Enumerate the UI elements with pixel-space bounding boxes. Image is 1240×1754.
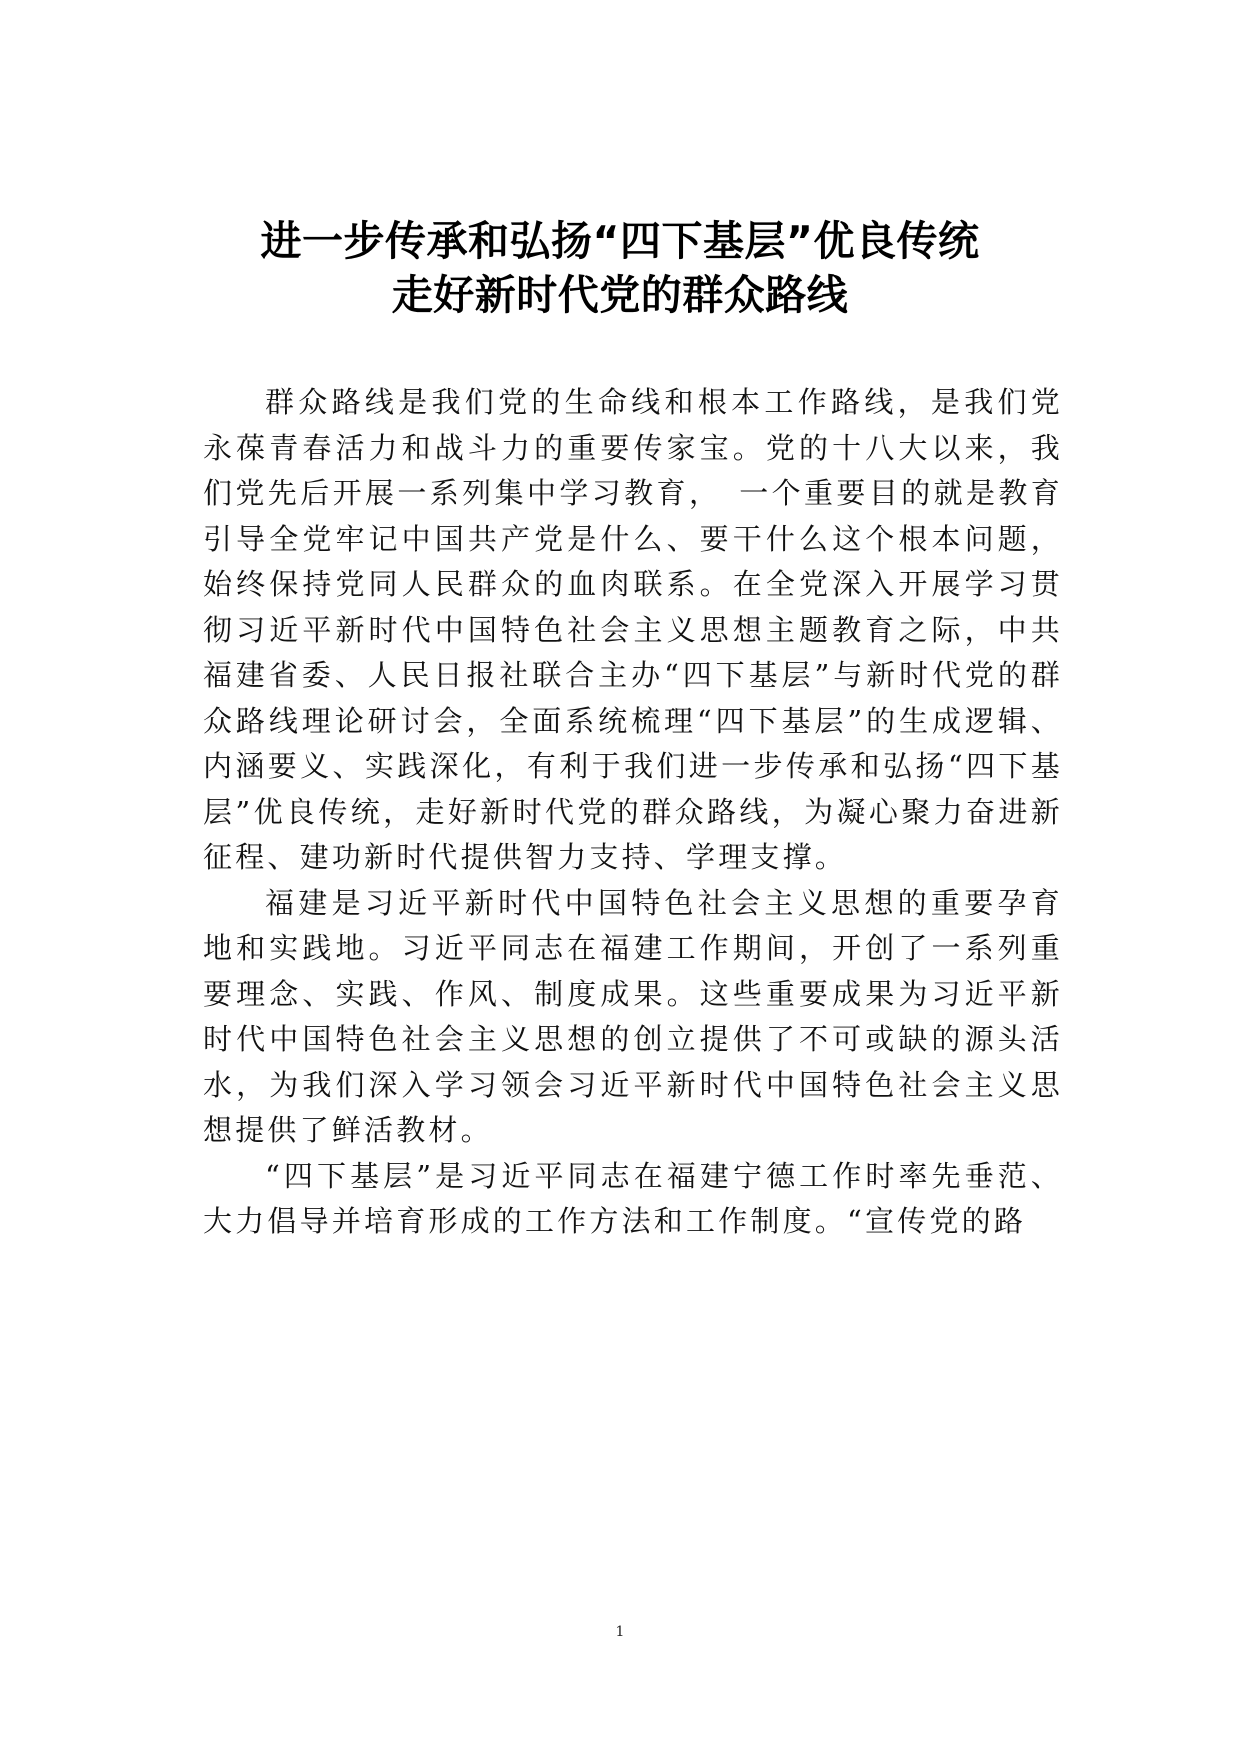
paragraph-1: 群众路线是我们党的生命线和根本工作路线，是我们党永葆青春活力和战斗力的重要传家宝。党的十八大以来，我们党先后开展一系列集中学习教育， 一个重要目的就是教育引导全党牢记中国共产党是什么、要干什么这个根本问题，始终保持党同人民群众的血肉联系。在全党深入开展学习贯彻习近平新时代中国特色社会主义思想主题教育之际，中共福建省委、人民日报社联合主办“四下基层”与新时代党的群众路线理论研讨会，全面系统梳理“四下基层”的生成逻辑、内涵要义、实践深化，有利于我们进一步传承和弘扬“四下基层”优良传统，走好新时代党的群众路线，为凝心聚力奋进新征程、建功新时代提供智力支持、学理支撑。 (203, 385, 1063, 874)
document-title (150, 214, 1090, 322)
paragraph-3: “四下基层”是习近平同志在福建宁德工作时率先垂范、大力倡导并培育形成的工作方法和工作制度。“宣传党的路 (203, 1158, 1063, 1238)
paragraph-2: 福建是习近平新时代中国特色社会主义思想的重要孕育地和实践地。习近平同志在福建工作期间，开创了一系列重要理念、实践、作风、制度成果。这些重要成果为习近平新时代中国特色社会主义思想的创立提供了不可或缺的源头活水，为我们深入学习领会习近平新时代中国特色社会主义思想提供了鲜活教材。 (203, 885, 1063, 1147)
title-line-2: 走好新时代党的群众路线 (391, 271, 849, 319)
title-line-1: 进一步传承和弘扬“四下基层”优良传统 (260, 217, 980, 265)
document-body (203, 380, 1063, 1245)
page-number: 1 (615, 1624, 625, 1640)
